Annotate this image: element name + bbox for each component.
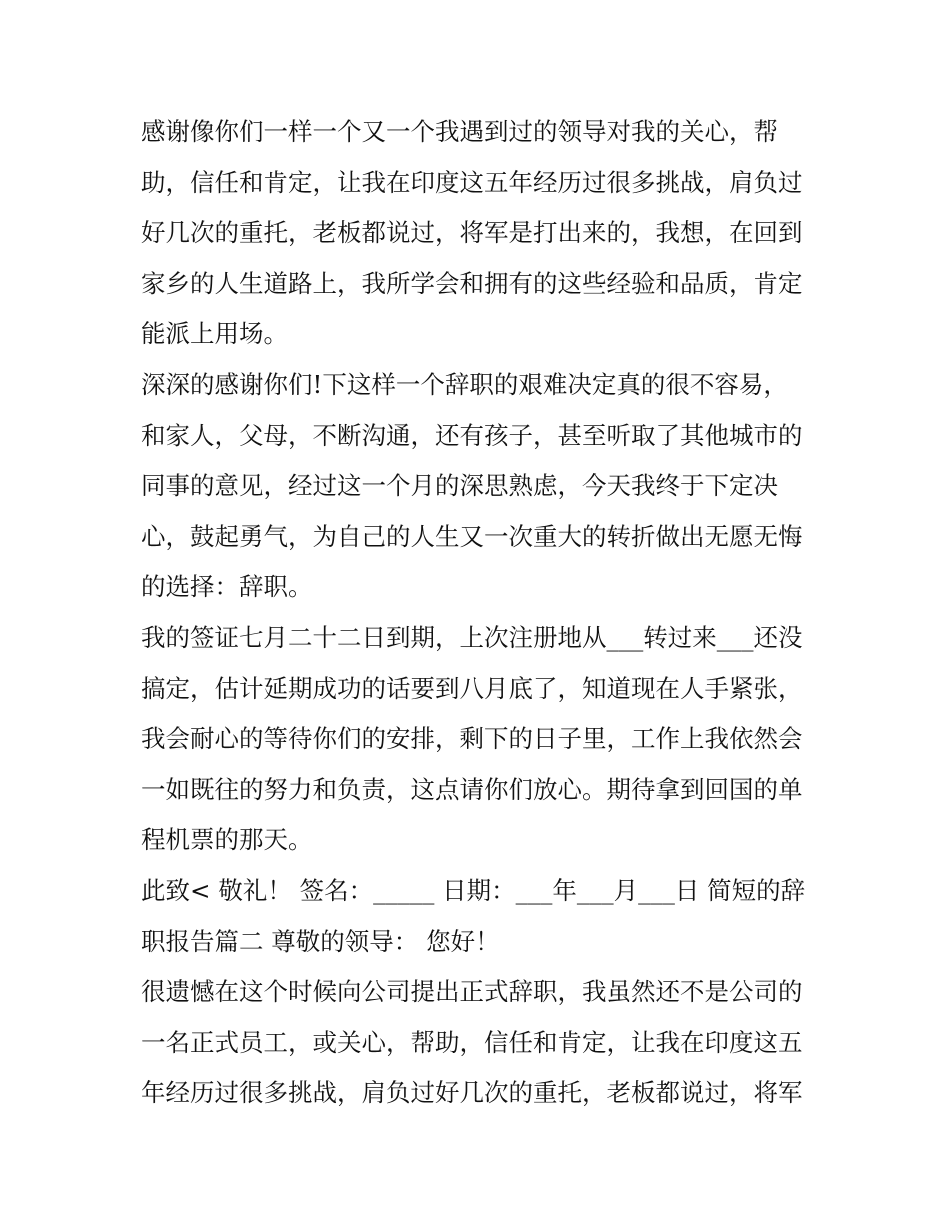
text-line: 心，鼓起勇气，为自己的人生又一次重大的转折做出无愿无悔 xyxy=(141,521,803,551)
text-line: 一名正式员工，或关心，帮助，信任和肯定，让我在印度这五 xyxy=(141,1027,803,1057)
text-line: 程机票的那天。 xyxy=(141,825,313,855)
text-line: 能派上用场。 xyxy=(141,319,288,349)
text-line: 深深的感谢你们!下这样一个辞职的艰难决定真的很不容易， xyxy=(141,369,788,399)
text-line: 我会耐心的等待你们的安排，剩下的日子里，工作上我依然会 xyxy=(141,724,803,754)
text-line: 我的签证七月二十二日到期，上次注册地从___转过来___还没 xyxy=(141,622,803,652)
text-line: 一如既往的努力和负责，这点请你们放心。期待拿到回国的单 xyxy=(141,774,803,804)
text-line: 很遗憾在这个时候向公司提出正式辞职，我虽然还不是公司的 xyxy=(141,977,803,1007)
text-line: 和家人，父母，不断沟通，还有孩子，甚至听取了其他城市的 xyxy=(141,420,803,450)
text-line: 此致< 敬礼！ 签名：_____ 日期：___年___月___日 简短的辞 xyxy=(141,875,806,905)
text-line: 搞定，估计延期成功的话要到八月底了，知道现在人手紧张， xyxy=(141,673,803,703)
text-line: 职报告篇二 尊敬的领导： 您好！ xyxy=(141,926,500,956)
text-line: 好几次的重托，老板都说过，将军是打出来的，我想，在回到 xyxy=(141,218,803,248)
text-line: 年经历过很多挑战，肩负过好几次的重托，老板都说过，将军 xyxy=(141,1078,803,1108)
document-body xyxy=(141,107,821,1119)
text-line: 的选择：辞职。 xyxy=(141,572,313,602)
text-line: 同事的意见，经过这一个月的深思熟虑，今天我终于下定决 xyxy=(141,471,778,501)
text-line: 家乡的人生道路上，我所学会和拥有的这些经验和品质，肯定 xyxy=(141,268,803,298)
text-line: 助，信任和肯定，让我在印度这五年经历过很多挑战，肩负过 xyxy=(141,167,803,197)
text-line: 感谢像你们一样一个又一个我遇到过的领导对我的关心，帮 xyxy=(141,117,778,146)
